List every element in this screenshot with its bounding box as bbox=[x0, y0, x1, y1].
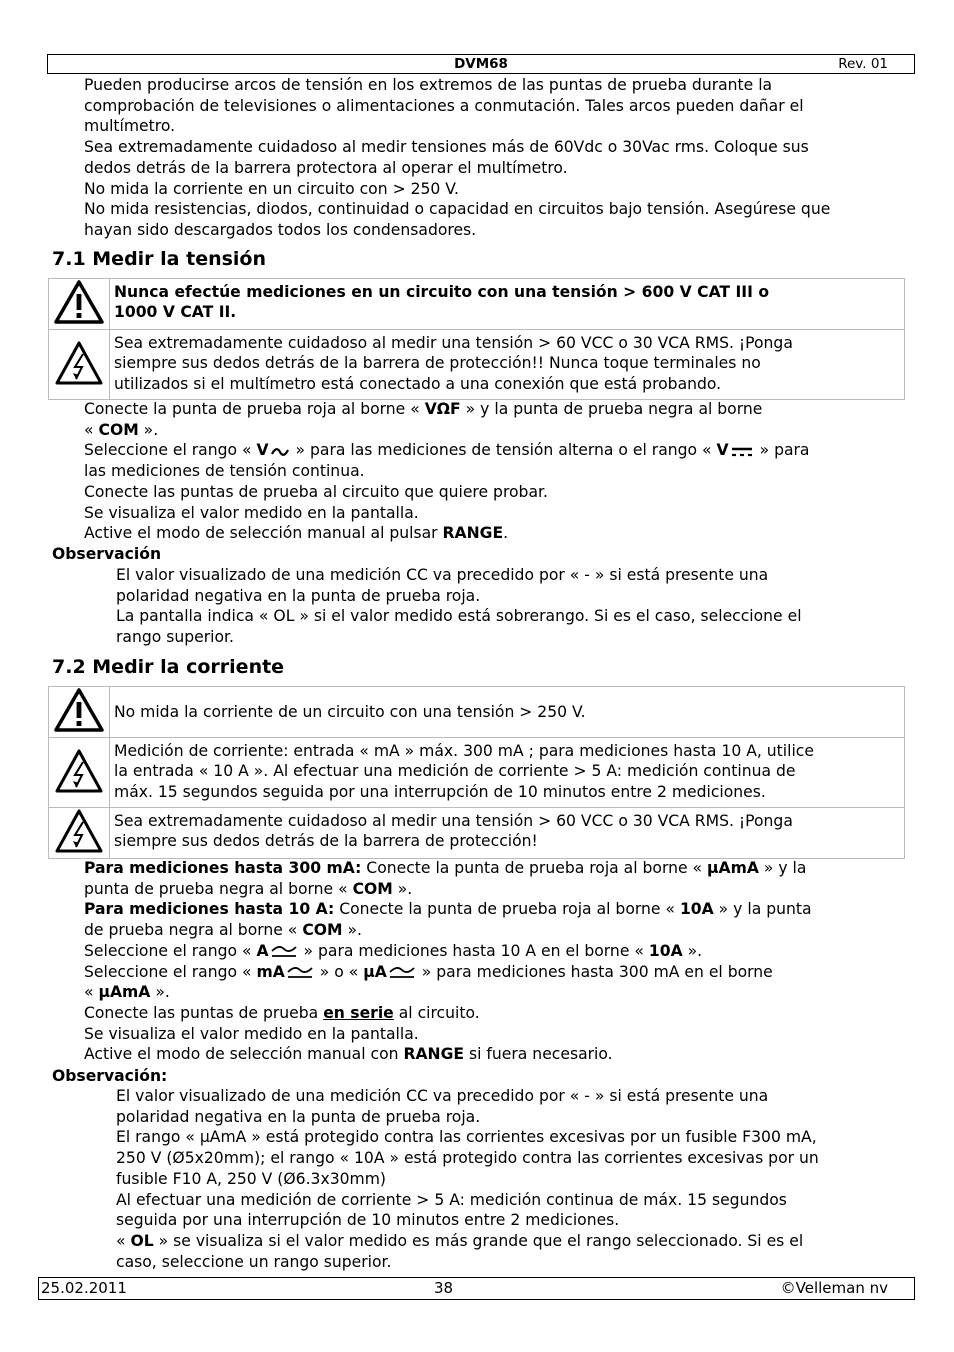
warning-icon bbox=[53, 279, 105, 325]
current-steps: Para mediciones hasta 300 mA: Conecte la punta de prueba roja al borne « µAmA » y la punta de prueba negra al borne « COM ». Para mediciones hasta 10 A: Conecte la punta de prueba roja al borne « 10A » y la punta de prueba negra al borne « COM ». Seleccione el rango « A » para mediciones hasta 10 A en el borne « 10A ». Seleccione el rango « mA » o « µA » para mediciones hasta 300 mA en el borne « µAmA ». Conecte las puntas de prueba en serie al circuito. Se visualiza el valor medido en la pantalla. Active el modo de selección manual con RANGE si fuera necesario. bbox=[84, 859, 812, 1064]
footer-date: 25.02.2011 bbox=[41, 1279, 127, 1297]
page-footer bbox=[38, 1277, 915, 1300]
electric-shock-warning-icon bbox=[54, 340, 104, 386]
page-number: 38 bbox=[434, 1279, 454, 1297]
dc-symbol-icon bbox=[731, 446, 753, 458]
doc-title: DVM68 bbox=[454, 56, 508, 72]
observation-label-7-2: Observación: bbox=[52, 1067, 168, 1085]
observation-text-7-2: El valor visualizado de una medición CC va precedido por « - » si está presente una polaridad negativa en la punta de prueba roja. El rango « µAmA » está protegido contra las corrientes excesivas por un fusible F300 mA, 250 V (Ø5x20mm); el rango « 10A » está protegido contra las corrientes excesivas por un fusible F10 A, 250 V (Ø6.3x30mm) Al efectuar una medición de corriente > 5 A: medición continua de máx. 15 segundos seguida por una interrupción de 10 minutos entre 2 mediciones. « OL » se visualiza si el valor medido es más grande que el rango seleccionado. Si es el caso, seleccione un rango superior. bbox=[116, 1087, 819, 1271]
ac-symbol-icon bbox=[271, 446, 289, 458]
observation-label-7-1: Observación bbox=[52, 545, 162, 563]
voltage-steps: Conecte la punta de prueba roja al borne « VΩF » y la punta de prueba negra al borne « COM ». Seleccione el rango « V » para las mediciones de tensión alterna o el rango « V » para las mediciones de tensión continua. Conecte las puntas de prueba al circuito que quiere probar. Se visualiza el valor medido en la pantalla. Active el modo de selección manual al pulsar RANGE. bbox=[84, 400, 810, 543]
electric-shock-warning-icon bbox=[54, 748, 104, 794]
doc-revision: Rev. 01 bbox=[838, 56, 888, 72]
warning-icon bbox=[53, 687, 105, 733]
section-heading-7-1: 7.1 Medir la tensión bbox=[52, 248, 267, 270]
intro-text: Pueden producirse arcos de tensión en los extremos de las puntas de prueba durante la comprobación de televisiones o alimentaciones a conmutación. Tales arcos pueden dañar el multímetro. Sea extremadamente cuidadoso al medir tensiones más de 60Vdc o 30Vac rms. Coloque sus dedos detrás de la barrera protectora al operar el multímetro. No mida la corriente en un circuito con > 250 V. No mida resistencias, diodos, continuidad o capacidad en circuitos bajo tensión. Asegúrese que hayan sido descargados todos los condensadores. bbox=[84, 76, 831, 239]
warning-table-7-2: No mida la corriente de un circuito con una tensión > 250 V. Medición de corriente: entrada « mA » máx. 300 mA ; para mediciones hasta 10 A, utilice la entrada « 10 A ». Al efectuar una medición de corriente > 5 A: medición continua de máx. 15 segundos seguida por una interrupción de 10 minutos entre 2 mediciones. Sea extremadamente cuidadoso al medir una tensión > 60 VCC o 30 VCA RMS. ¡Ponga siempre sus dedos detrás de la barrera de protección! bbox=[48, 686, 905, 859]
ac-dc-symbol-icon bbox=[389, 966, 415, 980]
observation-text-7-1: El valor visualizado de una medición CC va precedido por « - » si está presente una polaridad negativa en la punta de prueba roja. La pantalla indica « OL » si el valor medido está sobrerango. Si es el caso, seleccione el rango superior. bbox=[116, 566, 802, 647]
ac-dc-symbol-icon bbox=[287, 966, 313, 980]
page-header bbox=[47, 54, 915, 74]
ac-dc-symbol-icon bbox=[271, 945, 297, 959]
section-heading-7-2: 7.2 Medir la corriente bbox=[52, 656, 285, 678]
warning-table-7-1: Nunca efectúe mediciones en un circuito con una tensión > 600 V CAT III o 1000 V CAT II. Sea extremadamente cuidadoso al medir una tensión > 60 VCC o 30 VCA RMS. ¡Ponga siempre sus dedos detrás de la barrera de protección!! Nunca toque terminales no utilizados si el multímetro está conectado a una conexión que está probando. bbox=[48, 278, 905, 400]
footer-copyright: ©Velleman nv bbox=[780, 1279, 888, 1297]
electric-shock-warning-icon bbox=[54, 808, 104, 854]
